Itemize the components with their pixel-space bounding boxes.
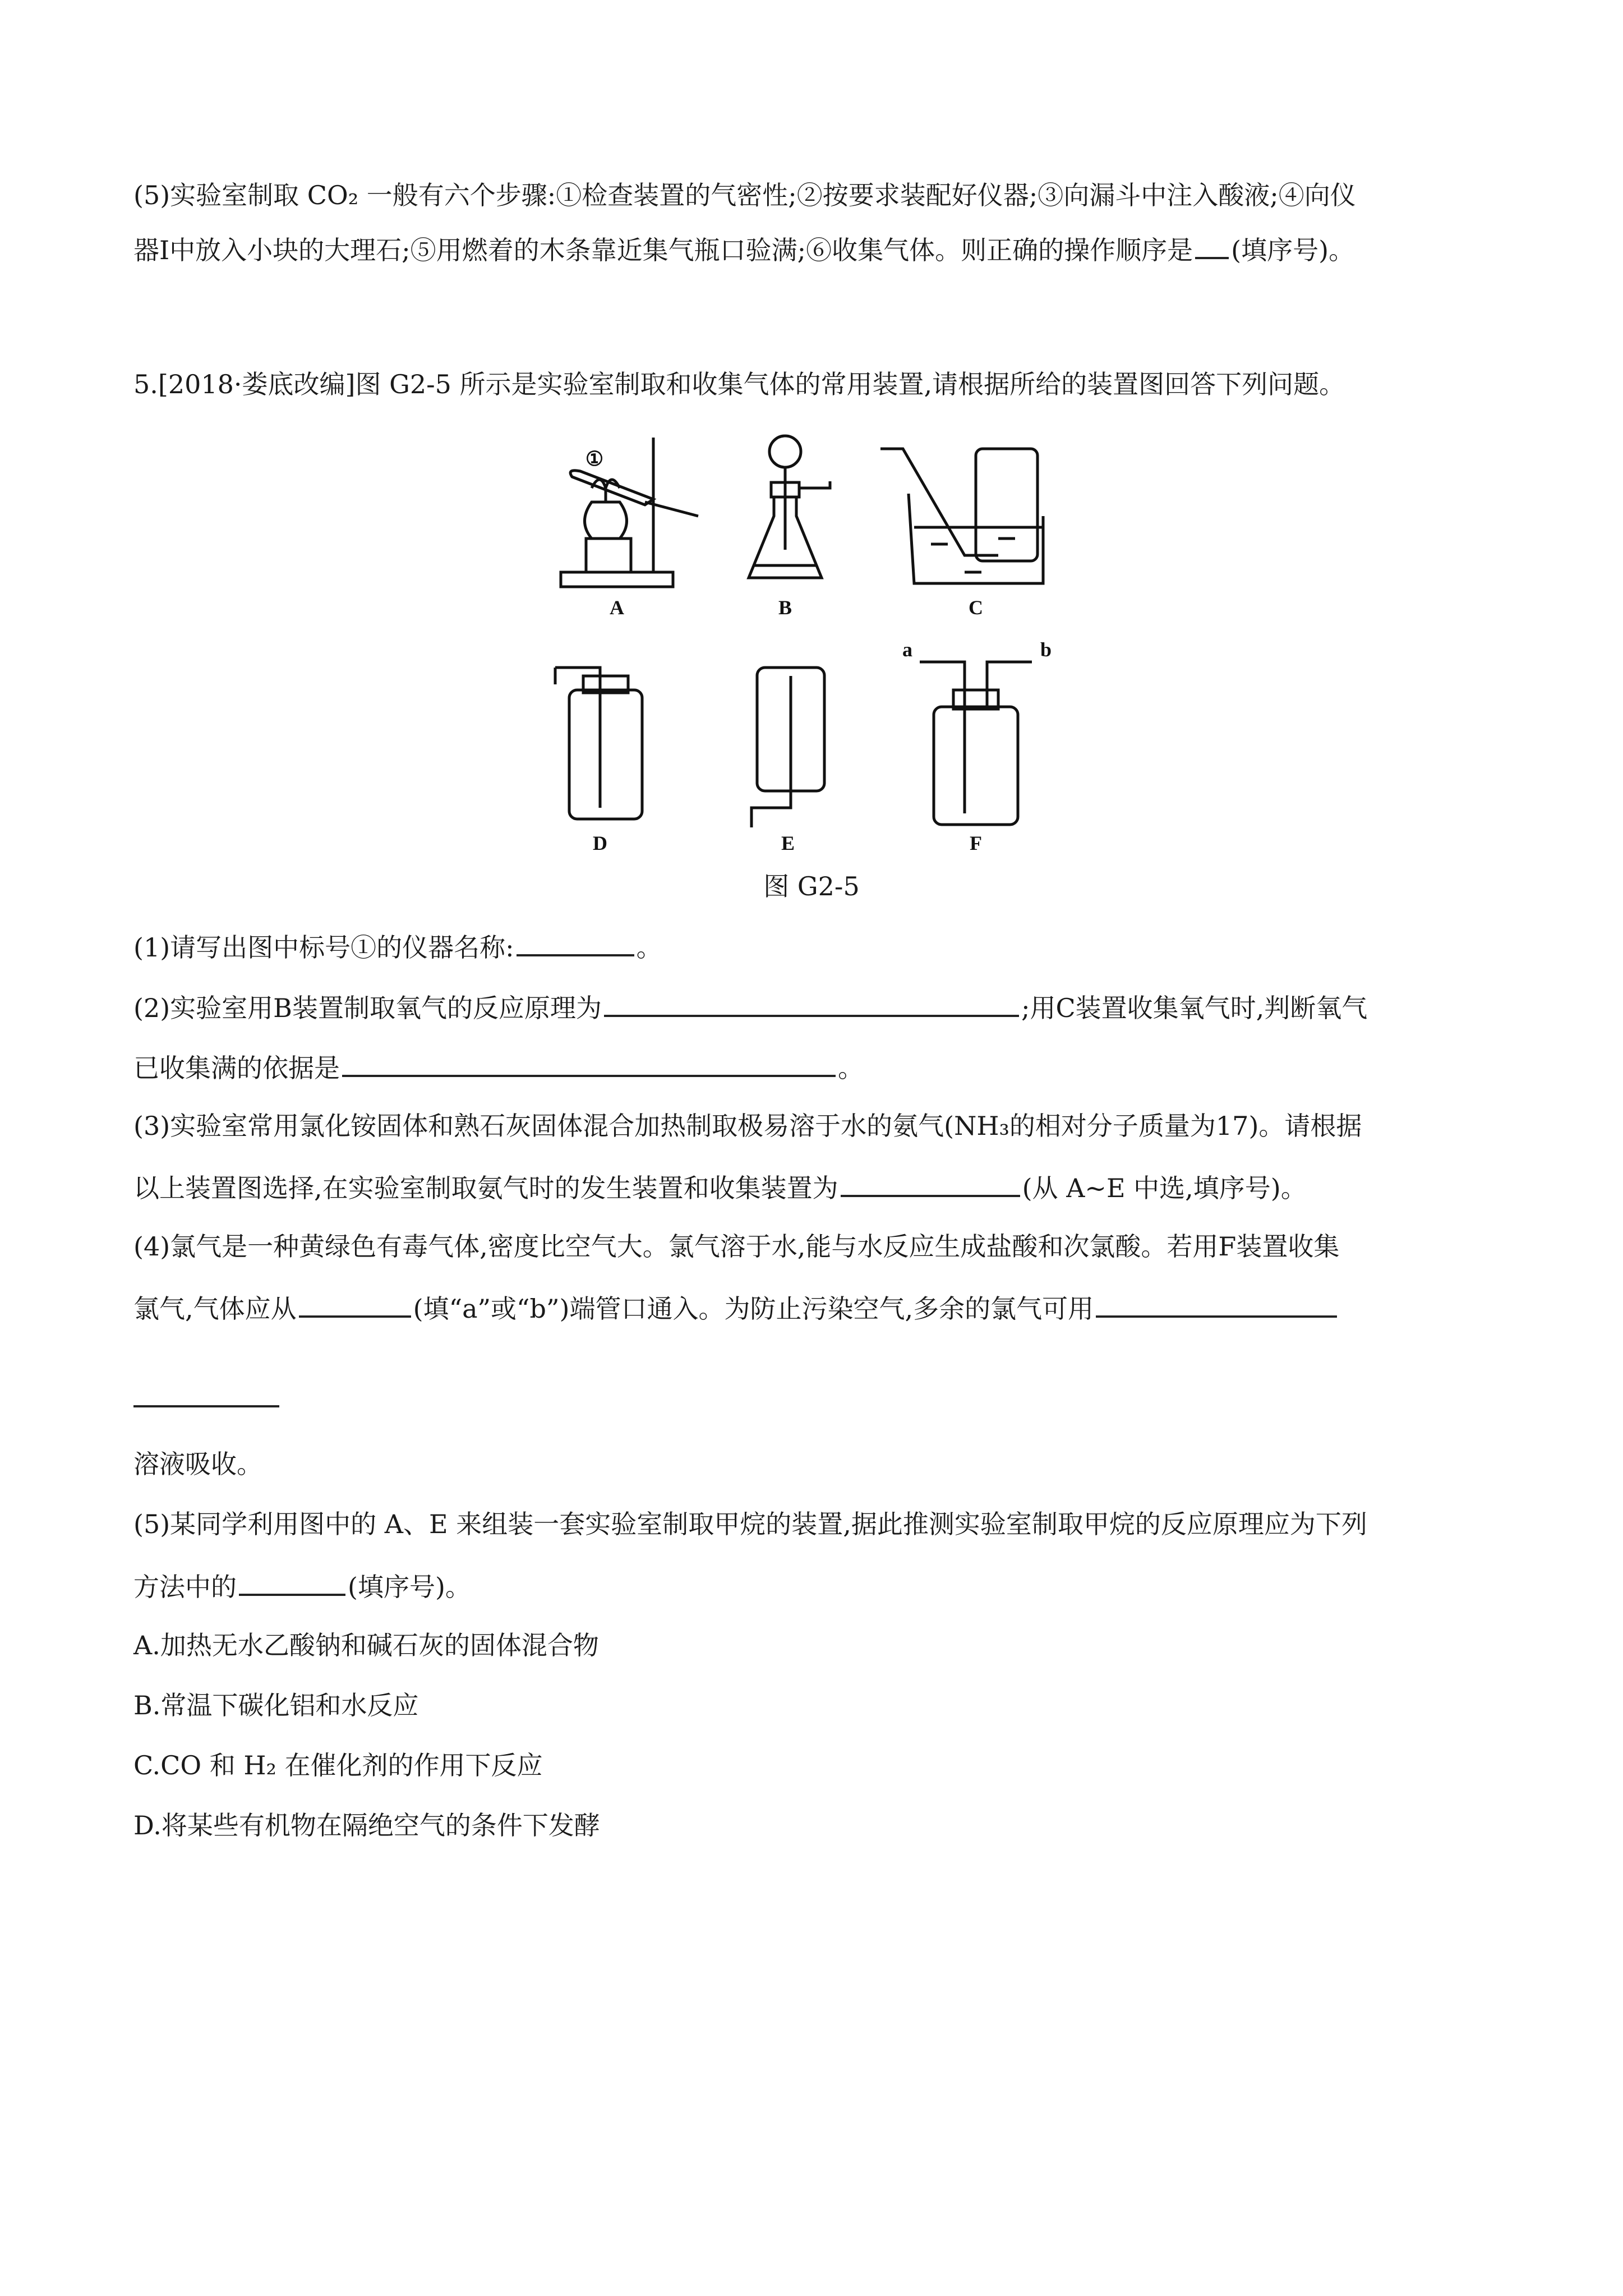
- label-d: D: [593, 832, 607, 853]
- answer-blank-q5-2a[interactable]: [604, 989, 1019, 1017]
- q5-intro: 5.[2018·娄底改编]图 G2-5 所示是实验室制取和收集气体的常用装置,请根据所给的装置图回答下列问题。: [133, 369, 1345, 399]
- q5-5-line1: (5)某同学利用图中的 A、E 来组装一套实验室制取甲烷的装置,据此推测实验室制取甲烷的反应原理应为下列: [133, 1509, 1367, 1539]
- q5-3-line2-text: 以上装置图选择,在实验室制取氨气时的发生装置和收集装置为: [133, 1173, 838, 1203]
- q4-5-line2: [133, 231, 1354, 267]
- q5-2-text2-end: 。: [838, 1053, 864, 1083]
- q5-4-line2-a: 氯气,气体应从: [133, 1294, 297, 1324]
- q5-3-line1: (3)实验室常用氯化铵固体和熟石灰固体混合加热制取极易溶于水的氨气(NH₃的相对分子质量为17)。请根据: [133, 1111, 1362, 1141]
- q5-2-text1-end: ;用C装置收集氧气时,判断氧气: [1021, 993, 1368, 1023]
- apparatus-d: [555, 668, 642, 819]
- label-f: F: [970, 832, 982, 853]
- q5-4-line3: 溶液吸收。: [133, 1449, 262, 1479]
- label-c: C: [969, 596, 983, 619]
- port-a-label: a: [902, 638, 912, 661]
- q5-3-line2: [133, 1169, 1307, 1205]
- figure-caption: 图 G2-5: [763, 871, 860, 901]
- q5-1-text: (1)请写出图中标号①的仪器名称:: [133, 932, 514, 963]
- apparatus-f: [920, 662, 1032, 825]
- apparatus-figure: [538, 426, 1088, 853]
- apparatus-c: [880, 449, 1043, 583]
- q5-2-line1: [133, 989, 1367, 1025]
- q5-5-line2: [133, 1568, 471, 1604]
- option-c: C.CO 和 H₂ 在催化剂的作用下反应: [133, 1750, 543, 1780]
- q4-5-line1: (5)实验室制取 CO₂ 一般有六个步骤:①检查装置的气密性;②按要求装配好仪器;③向漏斗中注入酸液;④向仪: [133, 180, 1356, 210]
- q4-5-line2-end: (填序号)。: [1231, 235, 1355, 265]
- label-a: A: [610, 596, 624, 619]
- answer-blank-q5-4b-cont[interactable]: [133, 1405, 279, 1407]
- q5-4-line2: [133, 1290, 1339, 1326]
- answer-blank-q5-4b[interactable]: [1096, 1290, 1337, 1318]
- apparatus-a: [561, 438, 698, 587]
- q5-5-line2-text: 方法中的: [133, 1572, 237, 1602]
- q5-4-line2-b: (填“a”或“b”)端管口通入。为防止污染空气,多余的氯气可用: [413, 1294, 1094, 1324]
- label-e: E: [781, 832, 795, 853]
- answer-blank-q4-5[interactable]: [1195, 231, 1229, 259]
- q5-2-text1: (2)实验室用B装置制取氧气的反应原理为: [133, 993, 602, 1023]
- answer-blank-q5-2b[interactable]: [342, 1049, 836, 1077]
- label-circle-1: ①: [585, 448, 604, 470]
- answer-blank-q5-1[interactable]: [517, 928, 634, 956]
- answer-blank-q5-4a[interactable]: [299, 1290, 411, 1318]
- option-d: D.将某些有机物在隔绝空气的条件下发酵: [133, 1810, 600, 1841]
- option-a: A.加热无水乙酸钠和碱石灰的固体混合物: [133, 1630, 599, 1660]
- apparatus-b: [749, 436, 830, 578]
- apparatus-e: [751, 668, 824, 827]
- answer-blank-q5-5[interactable]: [239, 1568, 345, 1596]
- q5-4-line1: (4)氯气是一种黄绿色有毒气体,密度比空气大。氯气溶于水,能与水反应生成盐酸和次氯酸。若用F装置收集: [133, 1231, 1340, 1262]
- q5-1-end: 。: [636, 932, 662, 963]
- label-b: B: [778, 596, 792, 619]
- q5-1: [133, 928, 662, 964]
- option-b: B.常温下碳化铝和水反应: [133, 1690, 419, 1720]
- q4-5-line2-text: 器Ⅰ中放入小块的大理石;⑤用燃着的木条靠近集气瓶口验满;⑥收集气体。则正确的操作顺序是: [133, 235, 1193, 265]
- q5-2-line2: [133, 1049, 864, 1085]
- port-b-label: b: [1040, 638, 1052, 661]
- q5-3-line2-end: (从 A~E 中选,填序号)。: [1022, 1173, 1307, 1203]
- q5-2-text2: 已收集满的依据是: [133, 1053, 340, 1083]
- answer-blank-q5-3[interactable]: [841, 1169, 1020, 1197]
- q5-5-line2-end: (填序号)。: [348, 1572, 471, 1602]
